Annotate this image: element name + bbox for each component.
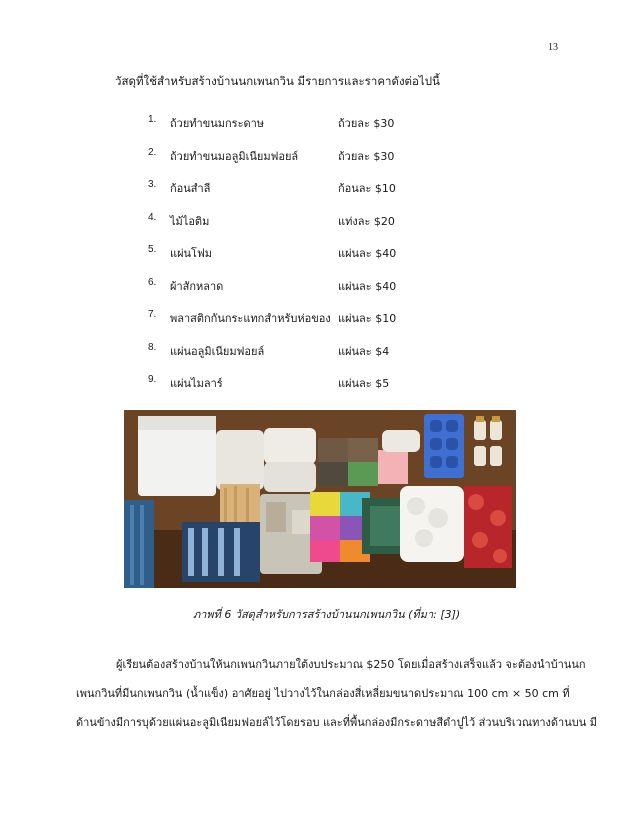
materials-list xyxy=(0,114,638,407)
paragraph-line: ผู้เรียนต้องสร้างบ้านให้นกเพนกวินภายใต้งบประมาณ $250 โดยเมื่อสร้างเสร็จแล้ว จะต้องนำบ้านนก xyxy=(116,658,586,671)
material-item xyxy=(0,374,638,407)
material-item xyxy=(0,309,638,342)
material-item xyxy=(0,244,638,277)
material-number: 8. xyxy=(148,341,157,353)
material-item xyxy=(0,114,638,147)
paragraph-line: เพนกวินที่มีนกเพนกวิน (น้ำแข็ง) อาศัยอยู่ ไปวางไว้ในกล่องสี่เหลี่ยมขนาดประมาณ 100 cm × 50 cm ที่ xyxy=(76,687,570,700)
material-price: แผ่นละ $40 xyxy=(338,247,397,260)
material-name: แผ่นไมลาร์ xyxy=(170,377,223,390)
material-name: แผ่นโฟม xyxy=(170,247,213,260)
material-price: แผ่นละ $5 xyxy=(338,377,390,390)
intro-sentence: วัสดุที่ใช้สำหรับสร้างบ้านนกเพนกวิน มีรายการและราคาดังต่อไปนี้ xyxy=(115,74,440,88)
page-number: 13 xyxy=(548,42,558,53)
material-price: ถ้วยละ $30 xyxy=(338,117,395,130)
material-number: 9. xyxy=(148,374,157,385)
material-name: ผ้าสักหลาด xyxy=(170,279,224,293)
material-price: แผ่นละ $4 xyxy=(338,344,390,358)
material-item xyxy=(0,179,638,212)
material-price: ถ้วยละ $30 xyxy=(338,149,395,163)
material-price: ก้อนละ $10 xyxy=(338,182,396,195)
material-number: 6. xyxy=(148,276,157,288)
material-number: 4. xyxy=(148,211,157,223)
material-number: 7. xyxy=(148,309,157,320)
material-price: แท่งละ $20 xyxy=(338,214,395,228)
figure-caption: ภาพที่ 6 วัสดุสำหรับการสร้างบ้านนกเพนกวิน (ที่มา: [3]) xyxy=(193,608,461,621)
material-name: ไม้ไอติม xyxy=(170,214,210,228)
material-price: แผ่นละ $10 xyxy=(338,312,397,325)
material-price: แผ่นละ $40 xyxy=(338,279,397,293)
material-name: ถ้วยทำขนมกระดาษ xyxy=(170,117,265,130)
material-name: ก้อนสำลี xyxy=(170,182,211,195)
materials-photo xyxy=(124,410,516,588)
material-name: ถ้วยทำขนมอลูมิเนียมฟอยล์ xyxy=(170,149,299,163)
materials-photo-illustration xyxy=(124,410,516,588)
material-item xyxy=(0,277,638,310)
material-name: พลาสติกกันกระแทกสำหรับห่อของ xyxy=(170,312,331,325)
material-number: 1. xyxy=(148,114,157,125)
material-item xyxy=(0,212,638,245)
material-number: 3. xyxy=(148,179,157,190)
material-name: แผ่นอลูมิเนียมฟอยล์ xyxy=(170,344,265,358)
material-number: 5. xyxy=(148,244,157,255)
material-number: 2. xyxy=(148,146,157,158)
material-item xyxy=(0,147,638,180)
paragraph-line: ด้านข้างมีการบุด้วยแผ่นอะลูมิเนียมฟอยล์ไว้โดยรอบ และที่พื้นกล่องมีกระดาษสีดำปูไว้ ส่วนบริเวณทางด้านบน มี xyxy=(76,716,597,729)
material-item xyxy=(0,342,638,375)
